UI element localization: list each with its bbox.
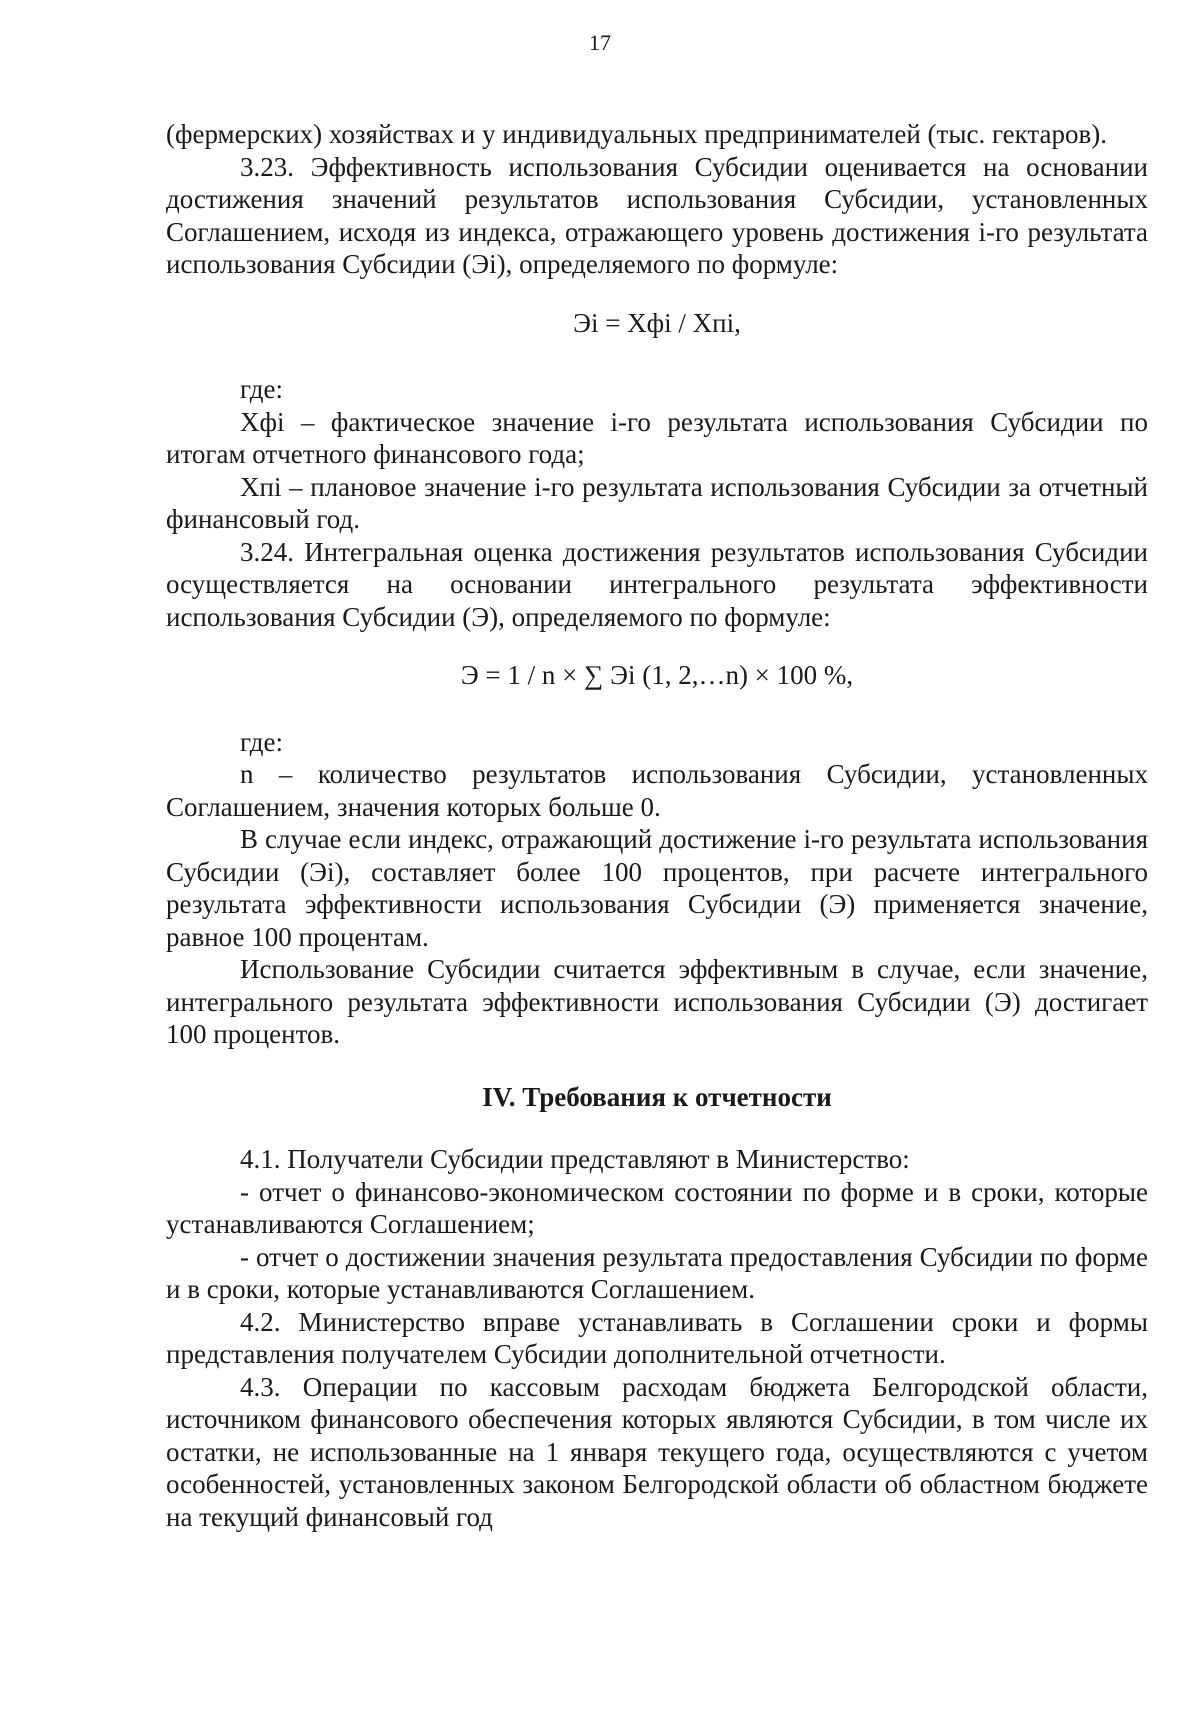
- paragraph-3-24: 3.24. Интегральная оценка достижения результатов использования Субсидии осуществляется на основании интегрального результата эффективности использования Субсидии (Э), определяемого по формуле:: [166, 536, 1148, 632]
- where-label-2: где:: [240, 726, 283, 757]
- definition-planned-value: Хпi – плановое значение i-го результата использования Субсидии за отчетный финансовый год.: [166, 471, 1148, 534]
- paragraph-index-cap: В случае если индекс, отражающий достижение i-го результата использования Субсидии (Эi), составляет более 100 процентов, при расчете интегрального результата эффективности использования Субсидии (Э) применяется значение, равное 100 процентам.: [166, 824, 1148, 952]
- section-heading: IV. Требования к отчетности: [482, 1081, 832, 1112]
- document-body: [166, 118, 1148, 1533]
- paragraph-effective-use: Использование Субсидии считается эффективным в случае, если значение, интегрального результата эффективности использования Субсидии (Э) достигает 100 процентов.: [166, 954, 1148, 1049]
- paragraph-continuation: (фермерских) хозяйствах и у индивидуальных предпринимателей (тыс. гектаров).: [166, 119, 1108, 149]
- paragraph-4-1: 4.1. Получатели Субсидии представляют в Министерство:: [240, 1144, 910, 1174]
- paragraph-4-2: 4.2. Министерство вправе устанавливать в Соглашении сроки и формы представления получателем Субсидии дополнительной отчетности.: [166, 1306, 1148, 1369]
- list-item-financial-report: - отчет о финансово-экономическом состоянии по форме и в сроки, которые устанавливаются Соглашением;: [166, 1176, 1148, 1239]
- where-label-1: где:: [240, 374, 283, 404]
- definition-n: n – количество результатов использования Субсидии, установленных Соглашением, значения которых больше 0.: [166, 759, 1148, 822]
- formula-integral-efficiency: Э = 1 / n × ∑ Эi (1, 2,…n) × 100 %,: [460, 660, 854, 690]
- formula-efficiency-index: Эi = Хфi / Хпi,: [573, 307, 741, 338]
- paragraph-4-3: 4.3. Операции по кассовым расходам бюджета Белгородской области, источником финансового обеспечения которых являются Субсидии, в том числе их остатки, не использованные на 1 января текущего года, осуществляются с учетом особенностей, установленных законом Белгородской области об областном бюджете на текущий финансовый год: [166, 1371, 1148, 1532]
- page-number: 17: [589, 30, 611, 55]
- definition-actual-value: Хфi – фактическое значение i-го результата использования Субсидии по итогам отчетного финансового года;: [166, 406, 1148, 469]
- paragraph-3-23: 3.23. Эффективность использования Субсидии оценивается на основании достижения значений результатов использования Субсидии, установленных Соглашением, исходя из индекса, отражающего уровень достижения i-го результата использования Субсидии (Эi), определяемого по формуле:: [166, 151, 1148, 279]
- list-item-result-report: - отчет о достижении значения результата предоставления Субсидии по форме и в сроки, которые устанавливаются Соглашением.: [166, 1241, 1148, 1304]
